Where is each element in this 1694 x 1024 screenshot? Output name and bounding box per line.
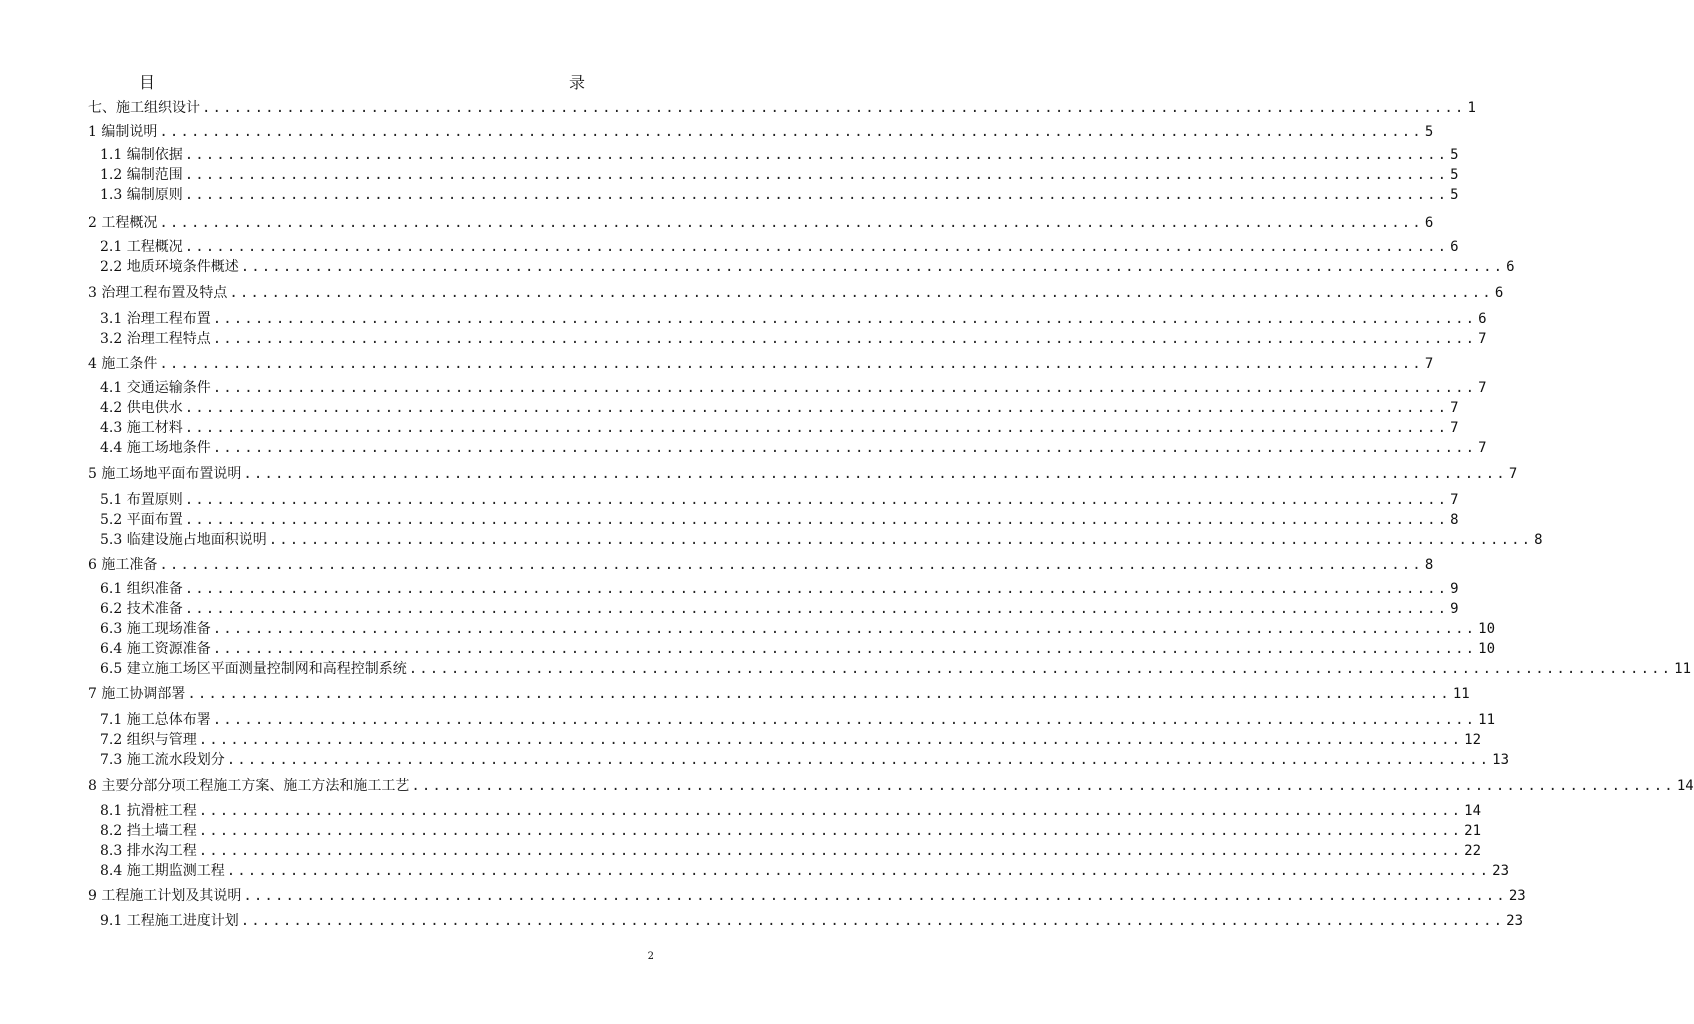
toc-entry-label: 6.5 建立施工场区平面测量控制网和高程控制系统 — [100, 661, 407, 677]
toc-leader-dots: ........................................................................................................................ — [184, 492, 1449, 508]
toc-entry-page: 14 — [1676, 778, 1694, 794]
page-number: 2 — [647, 951, 654, 962]
toc-entry-page: 10 — [1478, 621, 1496, 637]
toc-entry[interactable] — [88, 555, 1434, 576]
toc-entry-page: 23 — [1492, 863, 1510, 879]
toc-entry-label: 7.1 施工总体布署 — [100, 712, 211, 728]
toc-entry-page: 11 — [1674, 661, 1692, 677]
toc-leader-dots: ........................................................................................................................ — [184, 601, 1449, 617]
toc-entry[interactable] — [100, 185, 1459, 206]
toc-entry[interactable] — [88, 283, 1504, 304]
toc-entry[interactable] — [100, 619, 1496, 640]
toc-leader-dots: ........................................................................................................................ — [212, 641, 1477, 657]
toc-entry-page: 5 — [1450, 147, 1459, 163]
toc-entry[interactable] — [88, 776, 1694, 797]
toc-leader-dots: ........................................................................................................................ — [198, 843, 1463, 859]
toc-entry-page: 5 — [1450, 167, 1459, 183]
toc-entry-page: 10 — [1478, 641, 1496, 657]
toc-entry[interactable] — [88, 886, 1526, 907]
toc-entry-label: 3 治理工程布置及特点 — [88, 285, 228, 301]
toc-entry-page: 7 — [1450, 420, 1459, 436]
toc-entry[interactable] — [100, 418, 1459, 439]
toc-entry-page: 8 — [1534, 532, 1543, 548]
toc-leader-dots: ........................................................................................................................ — [212, 621, 1477, 637]
toc-leader-dots: ........................................................................................................................ — [243, 466, 1507, 482]
toc-leader-dots: ........................................................................................................................ — [159, 124, 1423, 140]
toc-entry-page: 12 — [1464, 732, 1482, 748]
toc-entry-page: 6 — [1506, 259, 1515, 275]
toc-entry-label: 2.1 工程概况 — [100, 239, 183, 255]
toc-entry-page: 5 — [1424, 124, 1434, 140]
toc-entry-label: 4.2 供电供水 — [100, 400, 183, 416]
toc-entry[interactable] — [100, 911, 1524, 932]
page-title: 目 录 — [138, 73, 655, 92]
toc-entry[interactable] — [88, 98, 1476, 119]
toc-leader-dots: ........................................................................................................................ — [226, 863, 1491, 879]
toc-entry-label: 6 施工准备 — [88, 557, 158, 573]
toc-entry-label: 8 主要分部分项工程施工方案、施工方法和施工工艺 — [88, 778, 410, 794]
toc-leader-dots: ........................................................................................................................ — [184, 420, 1449, 436]
toc-entry[interactable] — [88, 122, 1434, 143]
toc-leader-dots: ........................................................................................................................ — [240, 259, 1505, 275]
toc-entry[interactable] — [100, 861, 1510, 882]
toc-leader-dots: ........................................................................................................................ — [411, 778, 1675, 794]
toc-leader-dots: ........................................................................................................................ — [159, 557, 1423, 573]
toc-entry-label: 4.3 施工材料 — [100, 420, 183, 436]
toc-entry-label: 6.2 技术准备 — [100, 601, 183, 617]
toc-leader-dots: ........................................................................................................................ — [198, 803, 1463, 819]
toc-entry[interactable] — [100, 309, 1487, 330]
toc-leader-dots: ........................................................................................................................ — [159, 215, 1423, 231]
toc-entry[interactable] — [100, 378, 1487, 399]
toc-entry-label: 5.1 布置原则 — [100, 492, 183, 508]
toc-entry-page: 6 — [1478, 311, 1487, 327]
toc-leader-dots: ........................................................................................................................ — [198, 732, 1463, 748]
toc-leader-dots: ........................................................................................................................ — [243, 888, 1507, 904]
toc-entry-label: 1.3 编制原则 — [100, 187, 183, 203]
toc-leader-dots: ........................................................................................................................ — [212, 311, 1477, 327]
toc-entry-label: 3.2 治理工程特点 — [100, 331, 211, 347]
toc-leader-dots: ........................................................................................................................ — [202, 100, 1466, 116]
toc-leader-dots: ........................................................................................................................ — [212, 380, 1477, 396]
toc-leader-dots: ........................................................................................................................ — [184, 147, 1449, 163]
toc-entry[interactable] — [100, 801, 1482, 822]
toc-entry-page: 7 — [1508, 466, 1518, 482]
toc-leader-dots: ........................................................................................................................ — [184, 512, 1449, 528]
toc-entry[interactable] — [88, 213, 1434, 234]
toc-entry[interactable] — [88, 354, 1434, 375]
toc-entry-label: 1 编制说明 — [88, 124, 158, 140]
toc-entry-label: 3.1 治理工程布置 — [100, 311, 211, 327]
toc-entry-page: 9 — [1450, 581, 1459, 597]
toc-leader-dots: ........................................................................................................................ — [184, 239, 1449, 255]
toc-entry-page: 7 — [1478, 380, 1487, 396]
toc-entry[interactable] — [100, 145, 1459, 166]
toc-entry[interactable] — [100, 710, 1496, 731]
toc-leader-dots: ........................................................................................................................ — [268, 532, 1533, 548]
toc-entry-label: 6.1 组织准备 — [100, 581, 183, 597]
toc-leader-dots: ........................................................................................................................ — [184, 167, 1449, 183]
toc-entry[interactable] — [100, 841, 1482, 862]
toc-entry-page: 21 — [1464, 823, 1482, 839]
toc-entry[interactable] — [100, 659, 1692, 680]
toc-entry[interactable] — [100, 438, 1487, 459]
toc-entry[interactable] — [100, 821, 1482, 842]
toc-leader-dots: ........................................................................................................................ — [408, 661, 1673, 677]
toc-entry-label: 2 工程概况 — [88, 215, 158, 231]
toc-entry-page: 7 — [1424, 356, 1434, 372]
toc-leader-dots: ........................................................................................................................ — [184, 400, 1449, 416]
toc-entry[interactable] — [100, 599, 1459, 620]
toc-entry-label: 7.2 组织与管理 — [100, 732, 197, 748]
toc-entry-page: 7 — [1450, 400, 1459, 416]
toc-entry-label: 8.1 抗滑桩工程 — [100, 803, 197, 819]
toc-entry-label: 9 工程施工计划及其说明 — [88, 888, 242, 904]
toc-entry-page: 14 — [1464, 803, 1482, 819]
toc-entry-label: 4.4 施工场地条件 — [100, 440, 211, 456]
toc-entry[interactable] — [100, 329, 1487, 350]
toc-entry-page: 6 — [1494, 285, 1504, 301]
toc-entry-label: 4.1 交通运输条件 — [100, 380, 211, 396]
toc-entry[interactable] — [100, 750, 1510, 771]
toc-entry-page: 6 — [1424, 215, 1434, 231]
toc-entry-label: 6.3 施工现场准备 — [100, 621, 211, 637]
toc-entry-label: 5.3 临建设施占地面积说明 — [100, 532, 267, 548]
toc-leader-dots: ........................................................................................................................ — [229, 285, 1493, 301]
toc-entry-page: 22 — [1464, 843, 1482, 859]
toc-entry-label: 4 施工条件 — [88, 356, 158, 372]
toc-entry-page: 9 — [1450, 601, 1459, 617]
toc-leader-dots: ........................................................................................................................ — [212, 440, 1477, 456]
toc-leader-dots: ........................................................................................................................ — [198, 823, 1463, 839]
toc-entry-label: 1.2 编制范围 — [100, 167, 183, 183]
toc-entry[interactable] — [100, 530, 1543, 551]
toc-entry[interactable] — [88, 684, 1470, 705]
toc-entry[interactable] — [100, 165, 1459, 186]
toc-entry-page: 23 — [1506, 913, 1524, 929]
toc-leader-dots: ........................................................................................................................ — [184, 581, 1449, 597]
toc-entry-label: 8.4 施工期监测工程 — [100, 863, 225, 879]
toc-leader-dots: ........................................................................................................................ — [187, 686, 1451, 702]
toc-entry-page: 7 — [1450, 492, 1459, 508]
toc-entry-page: 11 — [1452, 686, 1470, 702]
toc-entry[interactable] — [100, 639, 1496, 660]
toc-entry-page: 6 — [1450, 239, 1459, 255]
toc-entry-label: 2.2 地质环境条件概述 — [100, 259, 239, 275]
toc-entry-page: 7 — [1478, 331, 1487, 347]
toc-leader-dots: ........................................................................................................................ — [240, 913, 1505, 929]
toc-entry[interactable] — [100, 490, 1459, 511]
toc-entry-label: 1.1 编制依据 — [100, 147, 183, 163]
toc-entry[interactable] — [100, 398, 1459, 419]
toc-entry-label: 8.3 排水沟工程 — [100, 843, 197, 859]
toc-leader-dots: ........................................................................................................................ — [159, 356, 1423, 372]
toc-leader-dots: ........................................................................................................................ — [212, 712, 1477, 728]
toc-entry-label: 9.1 工程施工进度计划 — [100, 913, 239, 929]
toc-entry-label: 7.3 施工流水段划分 — [100, 752, 225, 768]
toc-entry-page: 8 — [1424, 557, 1434, 573]
toc-entry-label: 5 施工场地平面布置说明 — [88, 466, 242, 482]
toc-entry[interactable] — [100, 579, 1459, 600]
toc-entry-page: 8 — [1450, 512, 1459, 528]
toc-leader-dots: ........................................................................................................................ — [212, 331, 1477, 347]
toc-entry-label: 8.2 挡土墙工程 — [100, 823, 197, 839]
toc-entry[interactable] — [100, 730, 1482, 751]
toc-entry-label: 七、施工组织设计 — [88, 100, 200, 116]
toc-entry-page: 7 — [1478, 440, 1487, 456]
toc-entry[interactable] — [100, 237, 1459, 258]
toc-entry-page: 23 — [1508, 888, 1526, 904]
toc-leader-dots: ........................................................................................................................ — [226, 752, 1491, 768]
toc-leader-dots: ........................................................................................................................ — [184, 187, 1449, 203]
toc-entry-page: 13 — [1492, 752, 1510, 768]
toc-entry[interactable] — [88, 464, 1518, 485]
toc-entry-label: 5.2 平面布置 — [100, 512, 183, 528]
toc-entry-page: 11 — [1478, 712, 1496, 728]
toc-entry[interactable] — [100, 510, 1459, 531]
toc-entry-label: 6.4 施工资源准备 — [100, 641, 211, 657]
toc-entry-page: 1 — [1467, 100, 1476, 116]
toc-entry[interactable] — [100, 257, 1515, 278]
toc-entry-page: 5 — [1450, 187, 1459, 203]
toc-entry-label: 7 施工协调部署 — [88, 686, 186, 702]
